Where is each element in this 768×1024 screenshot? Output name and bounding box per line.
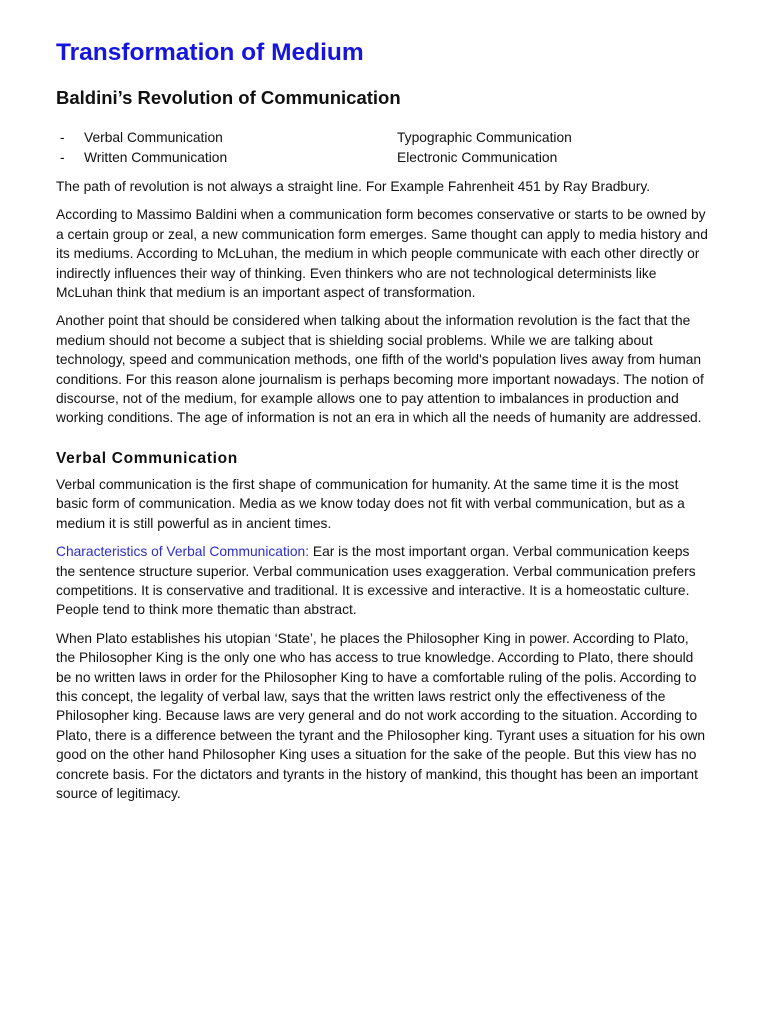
communication-types-list: [56, 128, 708, 167]
characteristics-text: Ear is the most important organ. Verbal communication keeps the sentence structure superior. Verbal communication uses exaggeration. Verbal communication prefers competitions. It is conservative and traditional. It is excessive and interactive. It is a homeostatic culture. People tend to think more thematic than abstract.: [56, 544, 696, 618]
list-dash: -: [60, 149, 65, 165]
list-dash: -: [60, 130, 65, 145]
list-item-right: Electronic Communication: [397, 149, 558, 165]
section-subtitle: Baldini’s Revolution of Communication: [56, 87, 401, 108]
paragraph-information-revolution: Another point that should be considered when talking about the information revolution is the fact that the medium should not become a subject that is shielding social problems. While we are talking about technology, speed and communication methods, one fifth of the world's population lives away from human conditions. For this reason alone journalism is perhaps becoming more important nowadays. The notion of discourse, not of the medium, for example allows one to pay attention to imbalances in production and working conditions. The age of information is not an era in which all the needs of humanity are addressed.: [56, 313, 704, 426]
paragraph-baldini: According to Massimo Baldini when a communication form becomes conservative or starts to be owned by a certain group or zeal, a new communication form emerges. Same thought can apply to media history and its mediums. According to McLuhan, the medium in which people communicate with each other directly or indirectly influences their way of thinking. Even thinkers who are not technological determinists like McLuhan think that medium is an important aspect of transformation.: [56, 207, 708, 301]
paragraph-path-of-revolution: The path of revolution is not always a straight line. For Example Fahrenheit 451 by Ray Bradbury.: [56, 179, 651, 194]
paragraph-characteristics: [56, 542, 708, 620]
list-item-right: Typographic Communication: [397, 130, 572, 145]
list-item-left: Verbal Communication: [84, 130, 223, 145]
paragraph-verbal-intro: Verbal communication is the first shape of communication for humanity. At the same time it is the most basic form of communication. Media as we know today does not fit with verbal communication, but as a medium it is still powerful as in ancient times.: [56, 476, 685, 531]
paragraph-plato: When Plato establishes his utopian ‘State’, he places the Philosopher King in power. According to Plato, the Philosopher King is the only one who has access to true knowledge. According to Plato, there should be no written laws in order for the Philosopher King to have a comfortable ruling of the polis. According to this concept, the legality of verbal law, says that the written laws restrict only the effectiveness of the Philosopher king. Because laws are very general and do not work according to the situation. According to Plato, there is a difference between the tyrant and the Philosopher king. Tyrant uses a situation for his own good on the other hand Philosopher King uses a situation for the sake of the people. But this view has no concrete basis. For the dictators and tyrants in the history of mankind, this thought has been an important source of legitimacy.: [56, 630, 706, 801]
section-heading-verbal: Verbal Communication: [56, 449, 238, 467]
list-item-left: Written Communication: [84, 149, 228, 165]
characteristics-lead: Characteristics of Verbal Communication:: [56, 544, 310, 560]
page-title: Transformation of Medium: [56, 39, 364, 66]
